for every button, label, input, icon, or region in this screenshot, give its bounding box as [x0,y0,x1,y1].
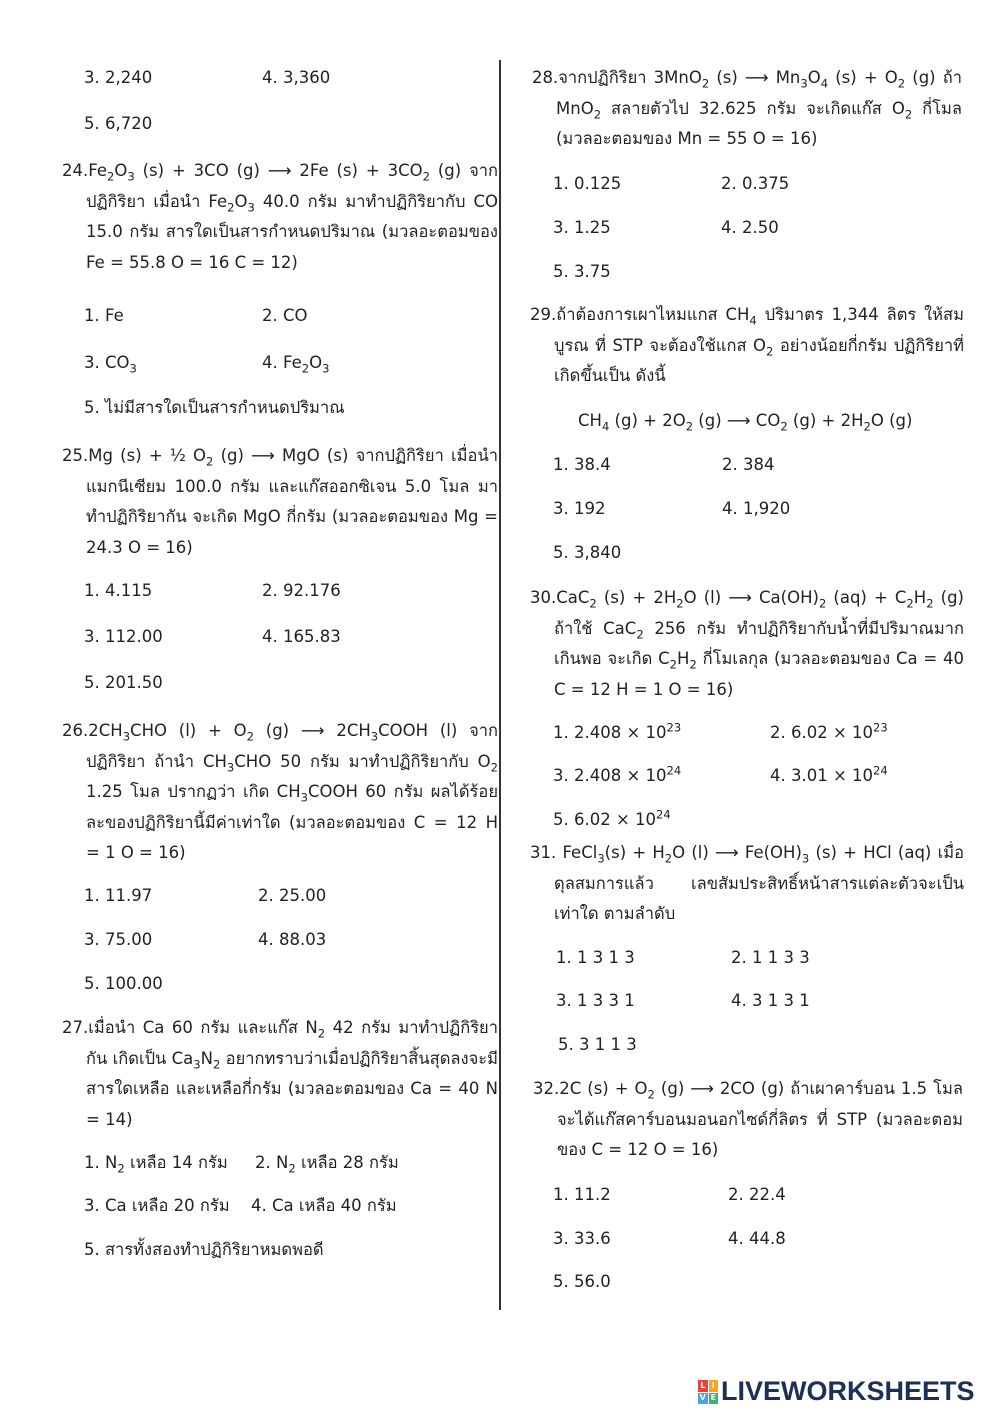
liveworksheets-logo[interactable] [698,1377,975,1407]
question-30-number: 30. [530,588,557,607]
q26-option-5[interactable]: 5. 100.00 [84,974,163,993]
question-26: $26.2CH_3CHO$ $(l) + O_2$ (g) ⟶ $2CH_3COOH$ (l) จาก ปฏิกิริยา ถ้านำ $CH_3CHO$ 50 กรัม มาทำปฏิกิริยากับ $O_2$ 1.25 โมล ปรากฏว่า เกิด $CH_3COOH$ 60 กรัม ผลได้ร้อยละของปฏิกิริยานี้มีค่าเท่าใด (มวลอะตอมของ C = 12 H = 1 O = 16) [62,721,499,862]
q27-option-1[interactable]: 1. $N_2$ เหลือ 14 กรัม [84,1153,228,1176]
q29-option-2[interactable]: 2. 384 [722,455,775,474]
q27-option-2[interactable]: 2. $N_2$ เหลือ 28 กรัม [255,1153,399,1176]
q26-option-2[interactable]: 2. 25.00 [258,886,327,905]
logo-badge-icon [698,1380,718,1404]
question-30: 30.CaC$_2$ $(s) + 2H_2O$ (l) ⟶ $Ca(OH)_2$ $(aq) + C_2H_2$ (g) ถ้าใช้ CaC$_2$ 256 กรัม ทำปฏิกิริยากับน้ำที่มีปริมาณมากเกินพอ จะเกิด $C_2H_2$ กี่โมเลกุล (มวลอะตอมของ Ca = 40 C = 12 H = 1 O = 16) [530,588,964,699]
q32-option-3[interactable]: 3. 33.6 [553,1229,611,1248]
question-24: $24.Fe_2O_3$ (s) + 3CO (g) ⟶ 2Fe $(s) + 3CO_2$ (g) จาก ปฏิกิริยา เมื่อนำ $Fe_2O_3$ 40.0 กรัม มาทำปฏิกิริยากับ CO 15.0 กรัม สารใดเป็นสารกำหนดปริมาณ (มวลอะตอมของ Fe = 55.8 O = 16 C = 12) [62,161,498,272]
q29-option-5[interactable]: 5. 3,840 [553,543,622,562]
question-31: 31. FeCl$_3$(s) + $H_2O$ (l) ⟶ $Fe(OH)_3$ (s) + HCl (aq) เมื่อดุลสมการแล้ว เลขสัมประสิทธิ์หน้าสารแต่ละตัวจะเป็นเท่าใด ตามลำดับ [530,843,965,923]
q32-option-1[interactable]: 1. 11.2 [553,1185,611,1204]
question-28-number: 28. [532,68,559,87]
question-27-number: 27. [62,1018,89,1037]
q24-option-3[interactable]: 3. $CO_3$ [84,353,137,376]
q24-option-4[interactable]: 4. $Fe_2O_3$ [262,353,330,376]
badge-letter: L [698,1380,708,1392]
question-32-number: 32. [533,1079,560,1098]
q31-option-1[interactable]: 1. 1 3 1 3 [556,948,635,967]
q29-option-3[interactable]: 3. 192 [553,499,606,518]
q25-option-3[interactable]: 3. 112.00 [84,627,163,646]
question-26-number: 26. [62,721,89,740]
q23-option-4[interactable]: 4. 3,360 [262,68,331,87]
q25-option-2[interactable]: 2. 92.176 [262,581,341,600]
q27-option-5[interactable]: 5. สารทั้งสองทำปฏิกิริยาหมดพอดี [84,1240,324,1259]
q27-option-4[interactable]: 4. Ca เหลือ 40 กรัม [251,1196,397,1215]
q30-option-3[interactable]: 3. $2.408 \times 10^{24}$ [553,763,682,785]
question-29-number: 29. [530,305,557,324]
q25-option-1[interactable]: 1. 4.115 [84,581,153,600]
q32-option-2[interactable]: 2. 22.4 [728,1185,786,1204]
q26-option-3[interactable]: 3. 75.00 [84,930,153,949]
q24-option-1[interactable]: 1. Fe [84,306,124,325]
q24-option-2[interactable]: 2. CO [262,306,308,325]
question-31-number: 31. [530,843,557,862]
q25-option-5[interactable]: 5. 201.50 [84,673,163,692]
q23-option-5[interactable]: 5. 6,720 [84,114,153,133]
q28-option-3[interactable]: 3. 1.25 [553,218,611,237]
q28-option-1[interactable]: 1. 0.125 [553,174,622,193]
q31-option-5[interactable]: 5. 3 1 1 3 [558,1035,637,1054]
q28-option-2[interactable]: 2. 0.375 [721,174,790,193]
q24-option-5[interactable]: 5. ไม่มีสารใดเป็นสารกำหนดปริมาณ [84,398,345,417]
q30-option-1[interactable]: 1. $2.408 \times 10^{23}$ [553,720,682,742]
q32-option-5[interactable]: 5. 56.0 [553,1272,611,1291]
badge-letter: V [699,1393,706,1403]
q23-option-3[interactable]: 3. 2,240 [84,68,153,87]
q28-option-5[interactable]: 5. 3.75 [553,262,611,281]
q31-option-3[interactable]: 3. 1 3 3 1 [556,991,635,1010]
question-29: 29.ถ้าต้องการเผาไหมแกส $CH_4$ ปริมาตร 1,344 ลิตร ให้สมบูรณ ที่ STP จะต้องใช้แกส $O_2$ อย่างน้อยกี่กรัม ปฏิกิริยาที่เกิดขึ้นเป็น ดังนี้ [530,305,965,385]
question-25-number: 25. [62,446,89,465]
badge-letter: E [709,1393,719,1405]
question-24-number: 24. [62,161,89,180]
q29-equation: $CH_4$ $(g) + 2O_2$ (g) ⟶ $CO_2$ $(g) + 2H_2O$ (g) [578,411,913,434]
logo-text: LIVEWORKSHEETS [721,1376,975,1407]
question-27: 27.เมื่อนำ Ca 60 กรัม และแก๊ส $N_2$ 42 กรัม มาทำปฏิกิริยากัน เกิดเป็น $Ca_3N_2$ อยากทราบว่าเมื่อปฏิกิริยาสิ้นสุดลงจะมีสารใดเหลือ และเหลือกี่กรัม (มวลอะตอมของ Ca = 40 N = 14) [62,1018,498,1129]
question-28: 28.จากปฏิกิริยา 3MnO$_2$ (s) ⟶ $Mn_3O_4$ $(s) + O_2$ (g) ถ้า MnO$_2$ สลายตัวไป 32.625 กรัม จะเกิดแก๊ส $O_2$ กี่โมล (มวลอะตอมของ Mn = 55 O = 16) [532,68,962,148]
q30-option-2[interactable]: 2. $6.02 \times 10^{23}$ [770,720,888,742]
question-32: 32.2C $(s) + O_2$ (g) ⟶ 2CO (g) ถ้าเผาคาร์บอน 1.5 โมล จะได้แก๊สคาร์บอนมอนอกไซด์กี่ลิตร ที่ STP (มวลอะตอมของ C = 12 O = 16) [533,1079,963,1159]
q26-option-1[interactable]: 1. 11.97 [84,886,153,905]
q26-option-4[interactable]: 4. 88.03 [258,930,327,949]
q25-option-4[interactable]: 4. 165.83 [262,627,341,646]
q31-option-4[interactable]: 4. 3 1 3 1 [731,991,810,1010]
question-25: 25.Mg (s) + ½ $O_2$ (g) ⟶ MgO (s) จากปฏิกิริยา เมื่อนำแมกนีเซียม 100.0 กรัม และแก๊สออกซิเจน 5.0 โมล มาทำปฏิกิริยากัน จะเกิด MgO กี่กรัม (มวลอะตอมของ Mg = 24.3 O = 16) [62,446,499,557]
q32-option-4[interactable]: 4. 44.8 [728,1229,786,1248]
q30-option-4[interactable]: 4. $3.01 \times 10^{24}$ [770,763,888,785]
badge-letter: I [709,1380,719,1392]
q29-option-1[interactable]: 1. 38.4 [553,455,611,474]
q30-option-5[interactable]: 5. $6.02 \times 10^{24}$ [553,807,671,829]
column-divider [499,60,501,1310]
q31-option-2[interactable]: 2. 1 1 3 3 [731,948,810,967]
q27-option-3[interactable]: 3. Ca เหลือ 20 กรัม [84,1196,230,1215]
q29-option-4[interactable]: 4. 1,920 [722,499,791,518]
q28-option-4[interactable]: 4. 2.50 [721,218,779,237]
